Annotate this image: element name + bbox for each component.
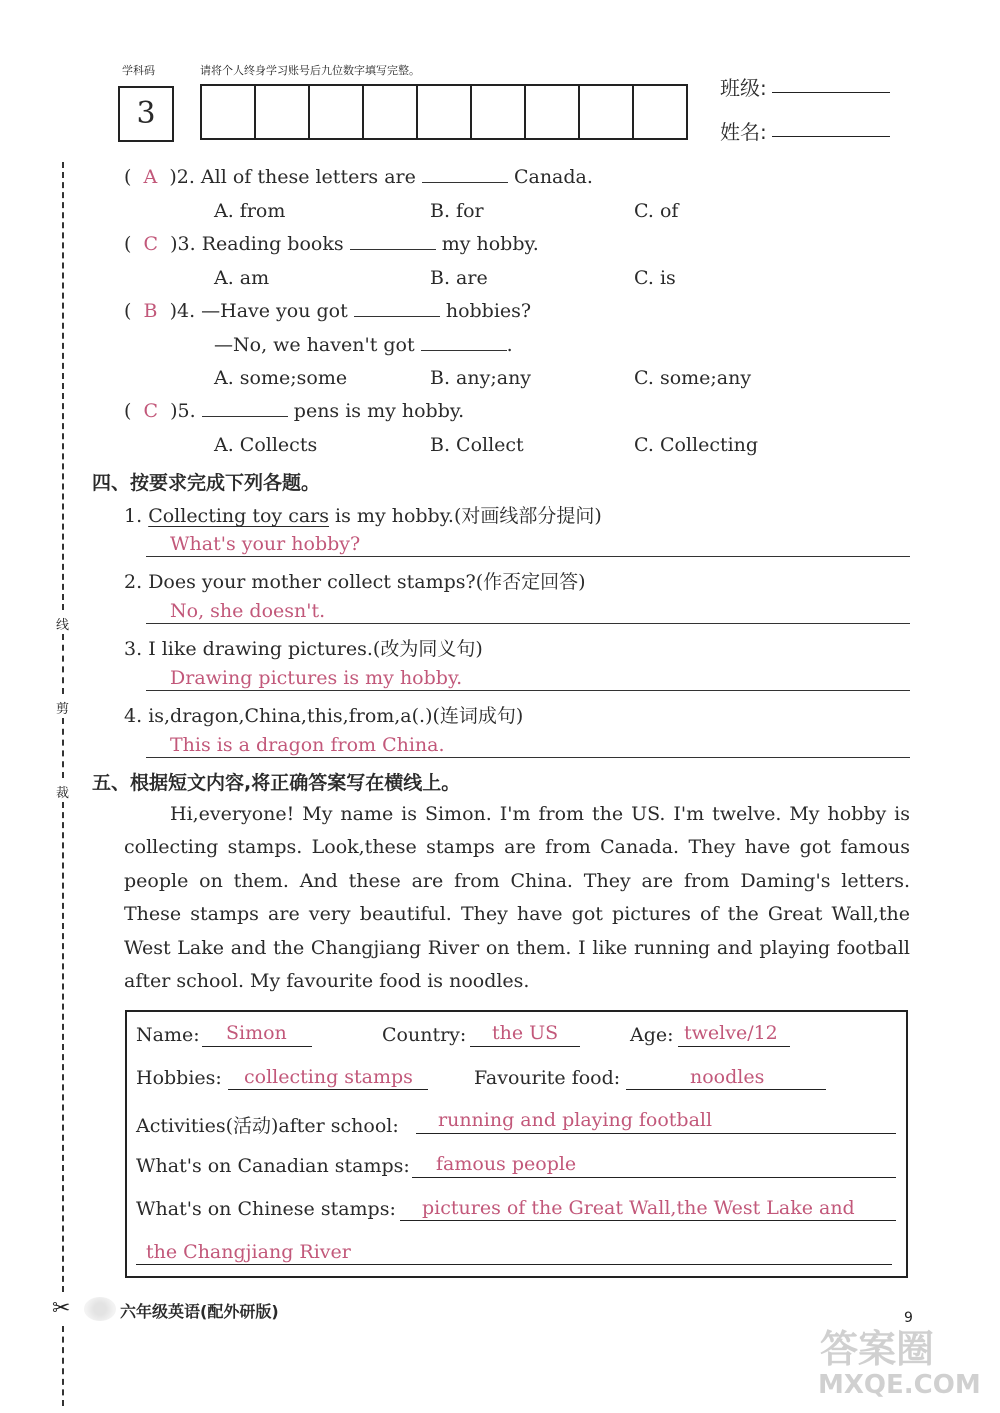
info-table xyxy=(125,1010,908,1278)
chinese-answer-1[interactable]: pictures of the Great Wall,the West Lake and xyxy=(422,1197,855,1219)
option-b[interactable]: B. Collect xyxy=(430,434,524,456)
digit-box[interactable] xyxy=(470,86,524,138)
answer-line xyxy=(228,1089,428,1090)
canadian-label: What's on Canadian stamps: xyxy=(136,1155,410,1177)
option-b[interactable]: B. are xyxy=(430,267,488,289)
age-answer[interactable]: twelve/12 xyxy=(684,1022,778,1044)
hobbies-label: Hobbies: xyxy=(136,1067,222,1089)
s4-answer-3[interactable]: Drawing pictures is my hobby. xyxy=(170,667,463,689)
question-line: ( A )2. All of these letters are Canada. xyxy=(124,166,593,188)
watermark-top: 答案圈 xyxy=(820,1327,935,1371)
question-line-2 xyxy=(214,334,513,356)
answer-line xyxy=(146,757,910,758)
question-text: )4. —Have you got xyxy=(169,300,348,322)
question-text-after: my hobby. xyxy=(441,233,539,255)
question-text-after: . xyxy=(506,334,513,356)
question-text: )2. All of these letters are xyxy=(169,166,416,188)
page-number: 9 xyxy=(904,1310,913,1326)
margin-label-cut: 剪 xyxy=(56,702,70,717)
answer-line xyxy=(400,1220,896,1221)
digit-box[interactable] xyxy=(254,86,308,138)
item-text: Does your mother collect stamps?(作否定回答) xyxy=(148,571,586,593)
book-title: 六年级英语(配外研版) xyxy=(120,1302,279,1321)
reading-passage xyxy=(124,798,910,998)
option-c[interactable]: C. some;any xyxy=(634,367,752,389)
class-field[interactable] xyxy=(772,92,890,93)
question-text-after: Canada. xyxy=(513,166,593,188)
answer-blank[interactable] xyxy=(350,233,436,250)
subject-code-label: 学科码 xyxy=(122,64,155,77)
option-b[interactable]: B. for xyxy=(430,200,484,222)
chinese-answer-2[interactable]: the Changjiang River xyxy=(146,1241,351,1263)
activities-label: Activities(活动)after school: xyxy=(136,1115,399,1137)
option-a[interactable]: A. Collects xyxy=(214,434,318,456)
choice-answer: B xyxy=(143,300,158,322)
underlined-phrase: Collecting toy cars xyxy=(148,505,330,527)
s4-answer-2[interactable]: No, she doesn't. xyxy=(170,600,326,622)
answer-line xyxy=(136,1264,892,1265)
account-digit-boxes xyxy=(200,84,688,140)
digit-box[interactable] xyxy=(632,86,686,138)
cut-line-mid2 xyxy=(62,718,64,778)
name-label: Name: xyxy=(136,1024,200,1046)
question-text-after: hobbies? xyxy=(445,300,532,322)
item-number: 2. xyxy=(124,571,143,593)
section-4-title: 四、按要求完成下列各题。 xyxy=(92,472,321,494)
digit-box[interactable] xyxy=(308,86,362,138)
answer-blank[interactable] xyxy=(202,400,288,417)
answer-line xyxy=(202,1046,312,1047)
option-a[interactable]: A. am xyxy=(214,267,270,289)
s4-item-2 xyxy=(124,567,586,594)
answer-blank[interactable] xyxy=(354,300,440,317)
section-5-title: 五、根据短文内容,将正确答案写在横线上。 xyxy=(92,772,461,794)
answer-line xyxy=(146,556,910,557)
book-logo-icon xyxy=(84,1297,116,1321)
account-instruction: 请将个人终身学习账号后九位数字填写完整。 xyxy=(200,64,420,77)
s4-item-4 xyxy=(124,701,523,728)
s4-answer-4[interactable]: This is a dragon from China. xyxy=(170,734,445,756)
cut-line-upper xyxy=(62,162,64,610)
option-c[interactable]: C. Collecting xyxy=(634,434,759,456)
margin-label-line: 线 xyxy=(56,618,70,633)
question-text: —No, we haven't got xyxy=(214,334,415,356)
option-c[interactable]: C. of xyxy=(634,200,679,222)
canadian-answer[interactable]: famous people xyxy=(436,1153,577,1175)
question-text: )3. Reading books xyxy=(170,233,344,255)
s4-item-3 xyxy=(124,634,483,661)
question-line: ( B )4. —Have you got hobbies? xyxy=(124,300,532,322)
choice-answer: C xyxy=(143,400,159,422)
answer-line xyxy=(146,690,910,691)
answer-blank[interactable] xyxy=(422,166,508,183)
answer-line xyxy=(416,1133,896,1134)
item-number: 3. xyxy=(124,638,143,660)
question-line: ( C )5. pens is my hobby. xyxy=(124,400,465,422)
cut-line-lower xyxy=(62,802,64,1292)
name-field[interactable] xyxy=(772,136,890,137)
digit-box[interactable] xyxy=(202,86,254,138)
option-a[interactable]: A. from xyxy=(214,200,286,222)
item-text: is,dragon,China,this,from,a(.)(连词成句) xyxy=(148,705,524,727)
country-answer[interactable]: the US xyxy=(492,1022,559,1044)
name-label: 姓名: xyxy=(720,120,767,144)
choice-answer: C xyxy=(143,233,159,255)
item-text: I like drawing pictures.(改为同义句) xyxy=(148,638,483,660)
question-text-after: pens is my hobby. xyxy=(293,400,465,422)
hobbies-answer[interactable]: collecting stamps xyxy=(244,1066,413,1088)
class-label: 班级: xyxy=(720,76,767,100)
answer-line xyxy=(146,623,910,624)
s4-item-1 xyxy=(124,501,602,528)
chinese-label: What's on Chinese stamps: xyxy=(136,1198,396,1220)
answer-line xyxy=(412,1177,896,1178)
digit-box[interactable] xyxy=(362,86,416,138)
name-answer[interactable]: Simon xyxy=(226,1022,287,1044)
s4-answer-1[interactable]: What's your hobby? xyxy=(170,533,361,555)
answer-blank[interactable] xyxy=(421,334,507,351)
question-line: ( C )3. Reading books my hobby. xyxy=(124,233,539,255)
option-a[interactable]: A. some;some xyxy=(214,367,348,389)
answer-line xyxy=(678,1046,790,1047)
item-text: is my hobby.(对画线部分提问) xyxy=(329,505,602,527)
watermark-bottom: MXQE.COM xyxy=(818,1370,981,1400)
country-label: Country: xyxy=(382,1024,467,1046)
choice-answer: A xyxy=(143,166,158,188)
food-answer[interactable]: noodles xyxy=(690,1066,765,1088)
passage-text: Hi,everyone! My name is Simon. I'm from the US. I'm twelve. My hobby is collecting stamps. Look,these stamps are from Canada. They have got famous people on them. And these are from China. They are from Daming's letters. These stamps are very beautiful. They have got pictures of the Great Wall,the West Lake and the Changjiang River on them. I like running and playing football after school. My favourite food is noodles. xyxy=(124,803,910,993)
food-label: Favourite food: xyxy=(474,1067,621,1089)
age-label: Age: xyxy=(630,1024,674,1046)
scissors-icon: ✂ xyxy=(52,1296,71,1321)
digit-box[interactable] xyxy=(416,86,470,138)
option-b[interactable]: B. any;any xyxy=(430,367,532,389)
item-number: 1. xyxy=(124,505,143,527)
item-number: 4. xyxy=(124,705,143,727)
answer-line xyxy=(470,1046,580,1047)
cut-line-mid1 xyxy=(62,634,64,694)
subject-code-box: 3 xyxy=(118,86,174,142)
cut-line-bottom xyxy=(62,1326,64,1406)
option-c[interactable]: C. is xyxy=(634,267,676,289)
answer-line xyxy=(626,1089,826,1090)
activities-answer[interactable]: running and playing football xyxy=(438,1109,713,1131)
margin-label-trim: 裁 xyxy=(56,786,70,801)
question-text: )5. xyxy=(170,400,196,422)
digit-box[interactable] xyxy=(578,86,632,138)
digit-box[interactable] xyxy=(524,86,578,138)
